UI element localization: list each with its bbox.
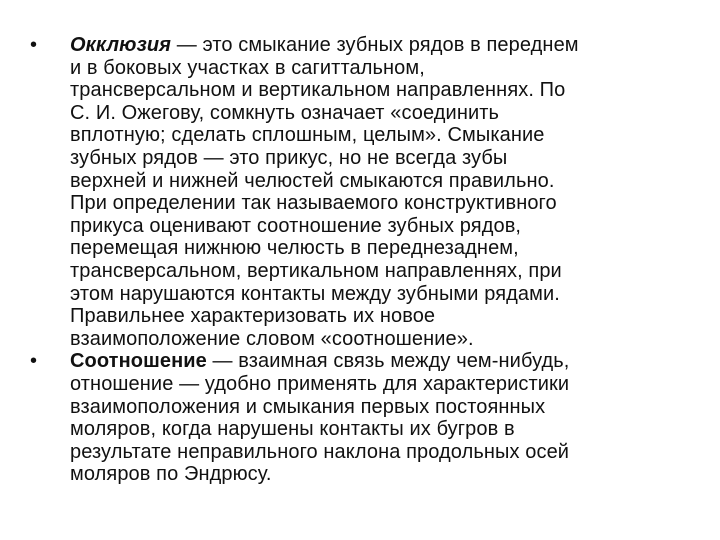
definition-start: — это смыкание зубных рядов в переднем xyxy=(171,34,579,56)
bullet-first-line xyxy=(70,34,684,57)
text-line: этом нарушаются контакты между зубными рядами. xyxy=(70,282,560,305)
text-line: вплотную; сделать сплошным, целым». Смыкание xyxy=(70,124,545,147)
text-line: отношение — удобно применять для характеристики xyxy=(70,372,570,395)
text-line: и в боковых участках в сагиттальном, xyxy=(70,56,425,79)
text-line: взаимоположение словом «соотношение». xyxy=(70,327,474,350)
bullet-marker: • xyxy=(30,34,38,56)
bullet-marker: • xyxy=(30,350,38,373)
bullet-item-sootnoshenie xyxy=(30,350,684,486)
text-line: С. И. Ожегову, сомкнуть означает «соединить xyxy=(70,101,500,124)
text-line: трансверсальном и вертикальном направленнях. По xyxy=(70,79,566,102)
text-line: При определении так называемого конструктивного xyxy=(70,192,557,215)
text-line: верхней и нижней челюстей смыкаются правильно. xyxy=(70,169,555,192)
text-line: моляров по Эндрюсу. xyxy=(70,463,272,486)
text-line: результате неправильного наклона продольных осей xyxy=(70,440,570,463)
bullet-first-line xyxy=(70,350,684,373)
text-line: прикуса оценивают соотношение зубных рядов, xyxy=(70,214,522,237)
text-line: перемещая нижнюю челюсть в переднезаднем, xyxy=(70,237,519,260)
bullet-item-okklyuziya xyxy=(30,34,684,350)
text-line: Правильнее характеризовать их новое xyxy=(70,305,436,328)
text-line: взаимоположения и смыкания первых постоянных xyxy=(70,395,546,418)
text-line: зубных рядов — это прикус, но не всегда зубы xyxy=(70,146,508,169)
text-line: моляров, когда нарушены контакты их бугров в xyxy=(70,418,515,441)
bullet-list xyxy=(30,34,684,486)
term-okklyuziya: Окклюзия xyxy=(70,34,172,56)
text-line: трансверсальном, вертикальном направленнях, при xyxy=(70,259,562,282)
definition-start: — взаимная связь между чем-нибудь, xyxy=(206,350,570,373)
term-sootnoshenie: Соотношение xyxy=(70,350,207,373)
